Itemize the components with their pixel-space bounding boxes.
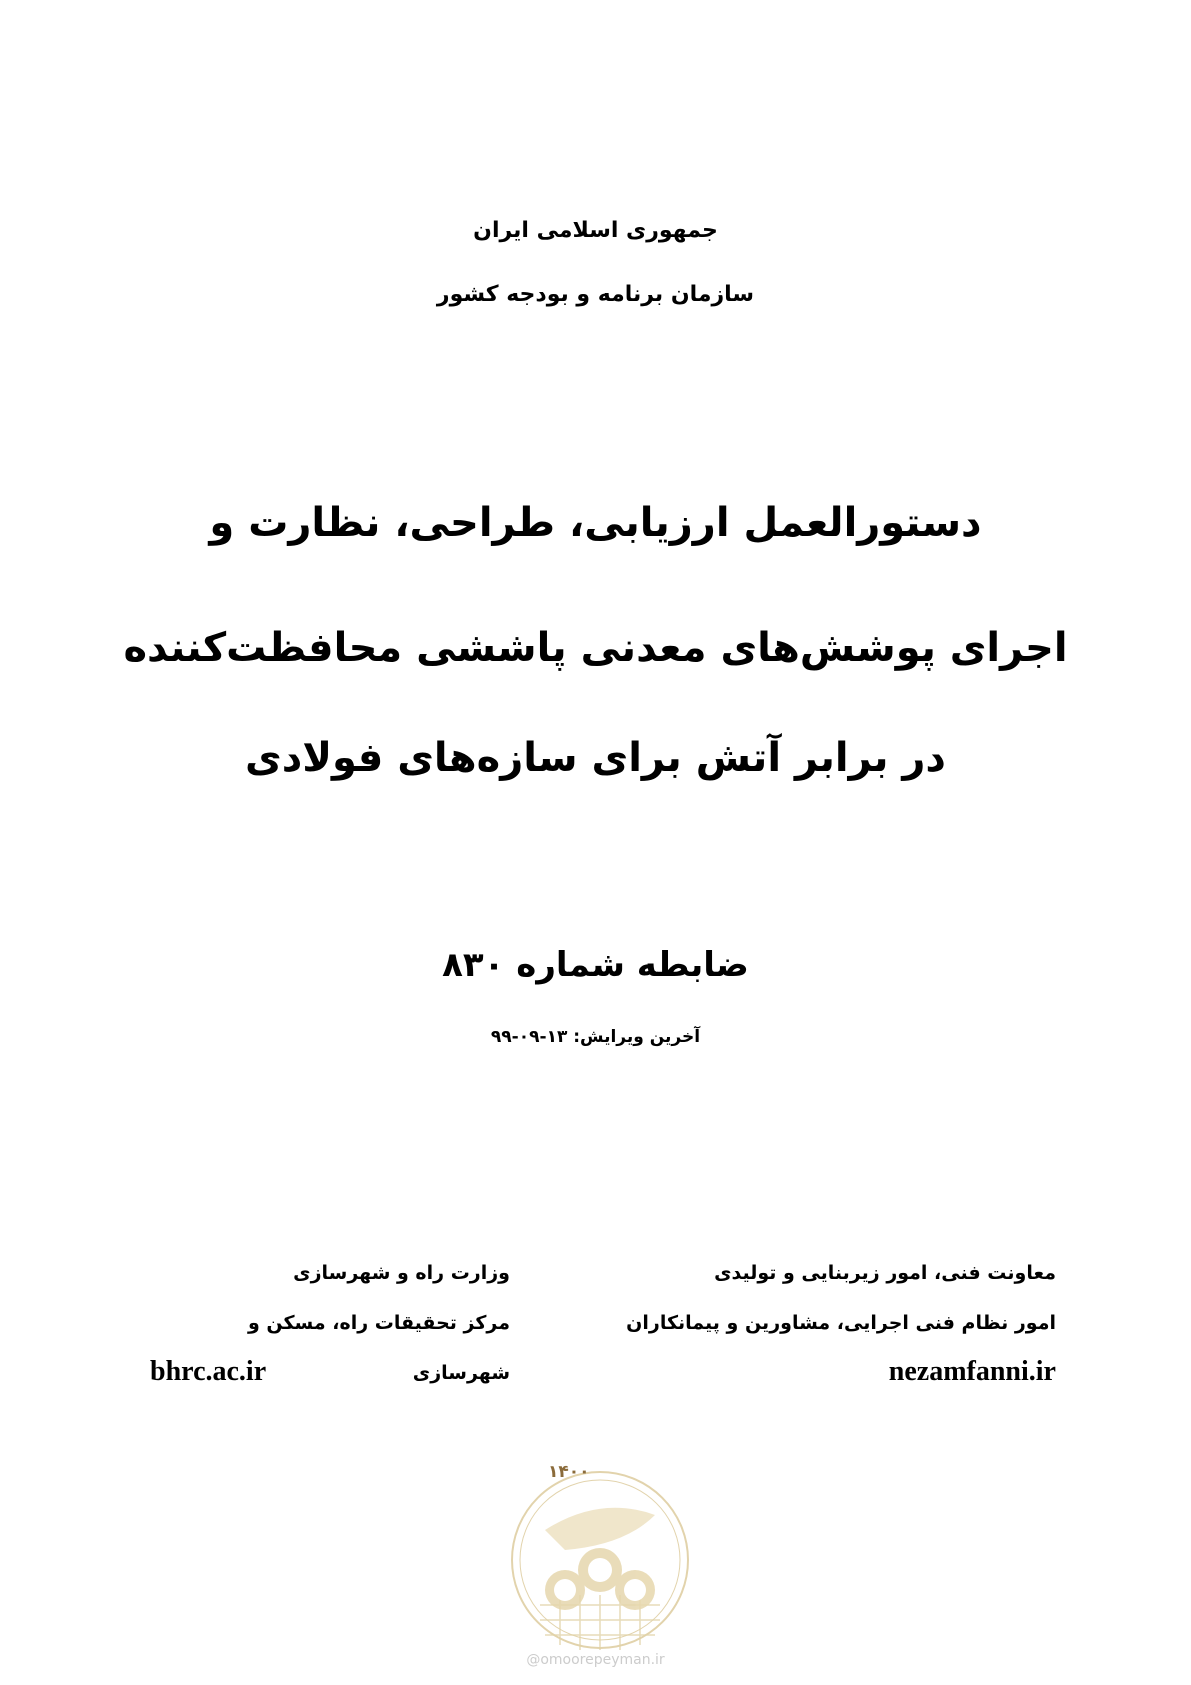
publisher-block-left (150, 1248, 510, 1396)
research-center-name: مرکز تحقیقات راه، مسکن و شهرسازی (247, 1312, 510, 1384)
watermark-url: @omoorepeyman.ir (526, 1652, 665, 1668)
watermark-logo-icon (505, 1455, 695, 1665)
document-title-line-1: دستورالعمل ارزیابی، طراحی، نظارت و (209, 500, 982, 546)
website-link-bhrc[interactable]: bhrc.ac.ir (150, 1356, 267, 1387)
department-name: امور نظام فنی اجرایی، مشاورین و پیمانکاران (626, 1312, 1056, 1334)
organization-name: سازمان برنامه و بودجه کشور (436, 282, 755, 307)
publication-year: ۱۴۰۰ (548, 1462, 590, 1482)
ministry-name: وزارت راه و شهرسازی (293, 1262, 510, 1284)
last-edit-date: آخرین ویرایش: ۱۳-۰۹-۹۹ (490, 1027, 701, 1047)
website-link-nezamfanni[interactable]: nezamfanni.ir (888, 1356, 1056, 1387)
publisher-block-right (616, 1248, 1056, 1396)
country-name: جمهوری اسلامی ایران (473, 218, 718, 243)
regulation-number: ضابطه شماره ۸۳۰ (442, 945, 749, 985)
document-title-line-2: اجرای پوشش‌های معدنی پاششی محافظت‌کننده (123, 625, 1068, 671)
deputy-name: معاونت فنی، امور زیربنایی و تولیدی (714, 1262, 1056, 1284)
document-title-line-3: در برابر آتش برای سازه‌های فولادی (245, 735, 946, 781)
